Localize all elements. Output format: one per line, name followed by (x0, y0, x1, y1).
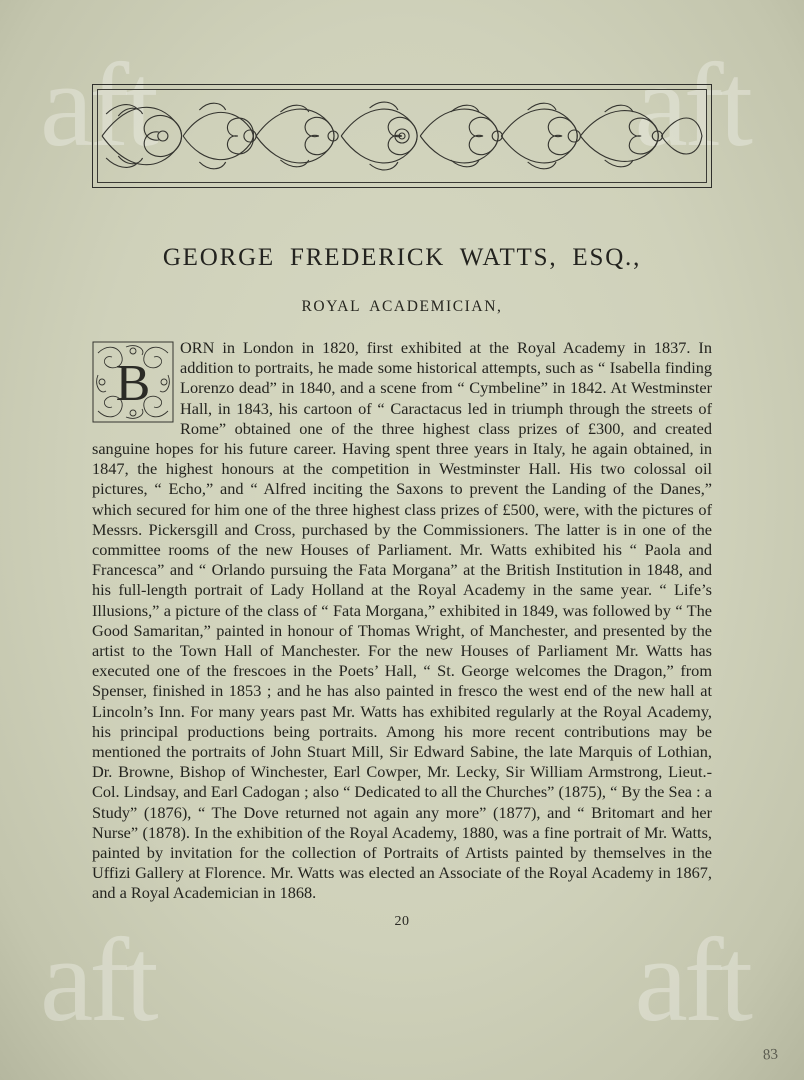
page-title: GEORGE FREDERICK WATTS, ESQ., (162, 244, 642, 271)
watermark-top-right: aft (634, 38, 749, 171)
watermark-top-left: aft (40, 38, 155, 171)
watermark-bottom-left: aft (40, 913, 155, 1046)
watermark-bottom-right: aft (634, 913, 749, 1046)
foliate-scroll-icon (98, 90, 706, 182)
article-paragraph: ORN in London in 1820, first exhibited at the Royal Academy in 1837. In addition to portraits, he made some historical attempts, such as “ Isabella finding Lorenzo dead” in 1840, and a scene from “ Cymbeline” in 1842. At Westminster Hall, in 1843, his cartoon of “ Caractacus led in triumph through the streets of Rome” obtained one of the three highest class prizes of £300, and created sanguine hopes for his future career. Having spent three years in Italy, he again obtained, in 1847, the highest honours at the competition in Westminster Hall. His two colossal oil pictures, “ Echo,” and “ Alfred inciting the Saxons to prevent the Landing of the Danes,” which secured for him one of the three highest class prizes of £500, were, with the pictures of Messrs. Pickersgill and Cross, purchased by the Commissioners. The latter is in one of the committee rooms of the new Houses of Parliament. Mr. Watts exhibited his “ Paola and Francesca” and “ Orlando pursuing the Fata Morgana” at the British Institution in 1848, and his full-length portrait of Lady Holland at the Royal Academy in the same year. “ Life’s Illusions,” a picture of the class of “ Fata Morgana,” exhibited in 1849, was followed by “ The Good Samaritan,” painted in honour of Thomas Wright, of Manchester, and presented by the artist to the Town Hall of Manchester. For the new Houses of Parliament Mr. Watts has executed one of the frescoes in the Poets’ Hall, “ St. George welcomes the Dragon,” from Spenser, finished in 1853 ; and he has also painted in fresco the west end of the new hall at Lincoln’s Inn. For many years past Mr. Watts has exhibited regularly at the Royal Academy, his principal productions being portraits. Among his more recent contributions may be mentioned the portraits of John Stuart Mill, Sir Edward Sabine, the late Marquis of Lothian, Dr. Browne, Bishop of Winchester, Earl Cowper, Mr. Lecky, Sir William Armstrong, Lieut.-Col. Lindsay, and Earl Cadogan ; also “ Dedicated to all the Churches” (1875), “ By the Sea : a Study” (1876), “ The Dove returned not again any more” (1877), and “ Britomart and her Nurse” (1878). In the exhibition of the Royal Academy, 1880, was a fine portrait of Mr. Watts, painted by invitation for the collection of Portraits of Artists painted by themselves in the Uffizi Gallery at Florence. Mr. Watts was elected an Associate of the Royal Academy in 1867, and a Royal Academician in 1868. (92, 338, 712, 903)
dropcap-svg (92, 341, 174, 423)
page-subtitle: ROYAL ACADEMICIAN, (301, 298, 503, 315)
headpiece-ornament (92, 84, 712, 188)
dropcap-letter: B (115, 355, 151, 412)
headpiece-ornament-inner-frame (97, 89, 707, 183)
page-content (92, 84, 712, 932)
plate-corner-number: 83 (762, 1046, 779, 1064)
ornamental-initial-icon (92, 341, 174, 423)
article-body (92, 338, 712, 932)
folio-number: 20 (394, 913, 410, 929)
